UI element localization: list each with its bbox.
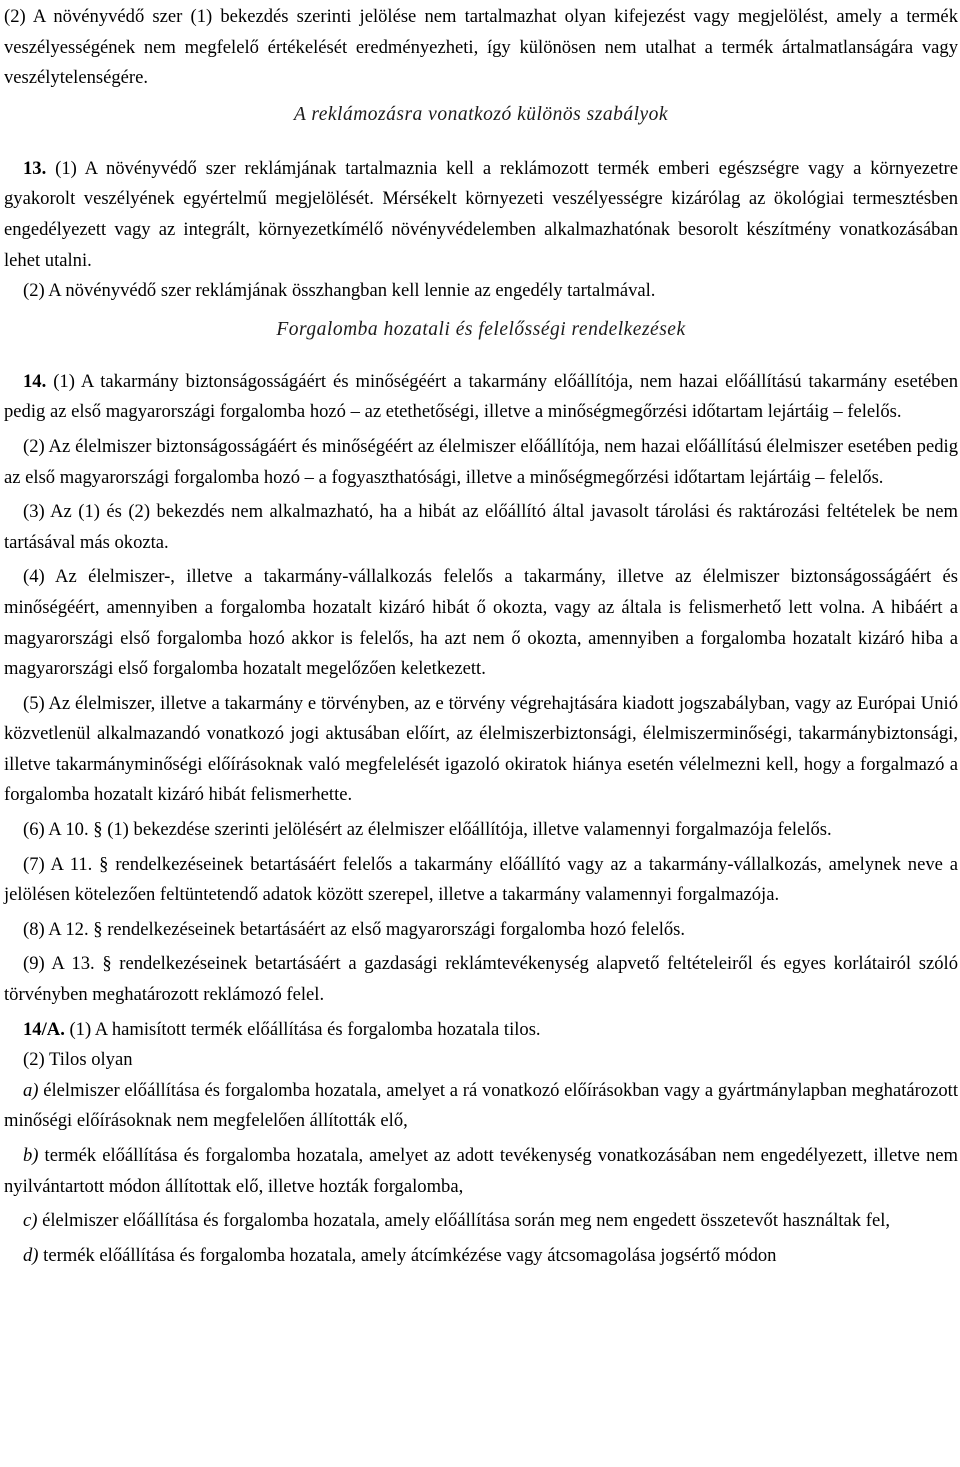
section-14-paragraph-8: (8) A 12. § rendelkezéseinek betartásáért az első magyarországi forgalomba hozó felelős. [23,918,686,940]
list-item-a-text: élelmiszer előállítása és forgalomba hozatala, amelyet a rá vonatkozó előírásokban vagy a gyártmánylapban meghatározott minőségi előírásoknak nem megfelelően állították elő, [4,1079,958,1132]
section-13-paragraph-2: (2) A növényvédő szer reklámjának összhangban kell lennie az engedély tartalmával. [23,280,656,302]
section-heading-advertising: A reklámozásra vonatkozó különös szabályok [293,103,669,125]
list-item-c-text: élelmiszer előállítása és forgalomba hozatala, amely előállítása során meg nem engedett összetevőt használtak fel, [37,1210,891,1232]
section-13-paragraph-1 [4,154,958,276]
list-item-c [4,1206,958,1237]
section-14a-paragraph-1-text: (1) A hamisított termék előállítása és forgalomba hozatala tilos. [64,1018,541,1040]
list-item-d-text: termék előállítása és forgalomba hozatala, amely átcímkézése vagy átcsomagolása jogsértő módon [38,1244,777,1266]
list-item-a-label: a) [23,1079,39,1101]
paragraph-2-intro: (2) A növényvédő szer (1) bekezdés szerinti jelölése nem tartalmazhat olyan kifejezést vagy megjelölést, amely a termék veszélyességének nem megfelelő értékelését eredményezheti, így különösen nem utalhat a termék ártalmatlanságára vagy veszélytelenségére. [4,6,958,89]
section-14-paragraph-1 [4,367,958,428]
list-item-b-label: b) [23,1145,39,1166]
list-item-c-label: c) [23,1210,38,1232]
section-14-paragraph-1-text: (1) A takarmány biztonságosságáért és minőségéért a takarmány előállítója, nem hazai előállítású takarmány esetében pedig az első magyarországi forgalomba hozó – az etethetőségi, illetve a minőségmegőrzési időtartam lejártáig – felelős. [4,370,958,423]
section-14-paragraph-7: (7) A 11. § rendelkezéseinek betartásáért felelős a takarmány előállító vagy az a takarmány-vállalkozás, amelynek neve a jelölésen kötelezően feltüntetendő adatok között szerepel, illetve a takarmány valamennyi forgalmazója. [4,853,958,906]
section-14a-paragraph-2: (2) Tilos olyan [23,1049,133,1071]
section-14-paragraph-3: (3) Az (1) és (2) bekezdés nem alkalmazható, ha a hibát az előállító által javasolt tárolási és raktározási feltételek be nem tartásával más okozta. [4,501,958,553]
section-14-paragraph-2: (2) Az élelmiszer biztonságosságáért és minőségéért az élelmiszer előállítója, nem hazai előállítású élelmiszer esetében pedig az első magyarországi forgalomba hozó – a fogyaszthatósági, illetve a minőségmegőrzési időtartam lejártáig – felelős. [4,435,958,488]
list-item-d [4,1241,958,1272]
list-item-a [4,1076,958,1137]
list-item-d-label: d) [23,1244,39,1266]
section-heading-liability: Forgalomba hozatali és felelősségi rendelkezések [276,318,686,340]
list-item-b [4,1141,958,1202]
list-item-b-text: termék előállítása és forgalomba hozatala, amelyet az adott tevékenység vonatkozásában nem engedélyezett, illetve nem nyilvántartott módon állítottak elő, illetve hozták forgalomba, [4,1145,958,1197]
section-14a-number: 14/A. [23,1018,65,1040]
section-14-number: 14. [23,370,47,392]
section-13-number: 13. [23,157,47,179]
section-14-paragraph-6: (6) A 10. § (1) bekezdése szerinti jelölésért az élelmiszer előállítója, illetve valamennyi forgalmazója felelős. [23,819,832,841]
section-14-paragraph-9: (9) A 13. § rendelkezéseinek betartásáért a gazdasági reklámtevékenység alapvető feltételeiről és egyes korlátairól szóló törvényben meghatározott reklámozó felel. [4,953,958,1006]
section-14-paragraph-5: (5) Az élelmiszer, illetve a takarmány e törvényben, az e törvény végrehajtására kiadott jogszabályban, vagy az Európai Unió közvetlenül alkalmazandó vonatkozó jogi aktusában előírt, az élelmiszerbiztonsági, élelmiszerminőségi, takarmánybiztonsági, illetve takarmányminőségi előírásoknak való megfelelését igazoló okiratok hiánya esetén vélelmezni kell, hogy a forgalmazó a forgalomba hozatalt kizáró hibát felismerhette. [4,692,958,806]
section-14a-paragraph-1 [4,1015,958,1046]
section-14-paragraph-4: (4) Az élelmiszer-, illetve a takarmány-vállalkozás felelős a takarmány, illetve az élelmiszer biztonságosságáért és minőségéért, amennyiben a forgalomba hozatalt kizáró hibát ő okozta, vagy az általa is felismerhető lett volna. A hibáért a magyarországi első forgalomba hozó akkor is felelős, ha azt nem ő okozta, amennyiben a forgalomba hozatalt kizáró hiba a magyarországi első forgalomba hozatalt megelőzően keletkezett. [4,566,958,680]
section-13-paragraph-1-text: (1) A növényvédő szer reklámjának tartalmaznia kell a reklámozott termék emberi egészségre vagy a környezetre gyakorolt veszélyének egyértelmű megjelölését. Mérsékelt környezeti veszélyességre kizárólag az ökológiai termesztésben engedélyezett vagy az integrált, környezetkímélő növényvédelemben alkalmazhatónak besorolt készítmény vonatkozásában lehet utalni. [4,157,958,271]
